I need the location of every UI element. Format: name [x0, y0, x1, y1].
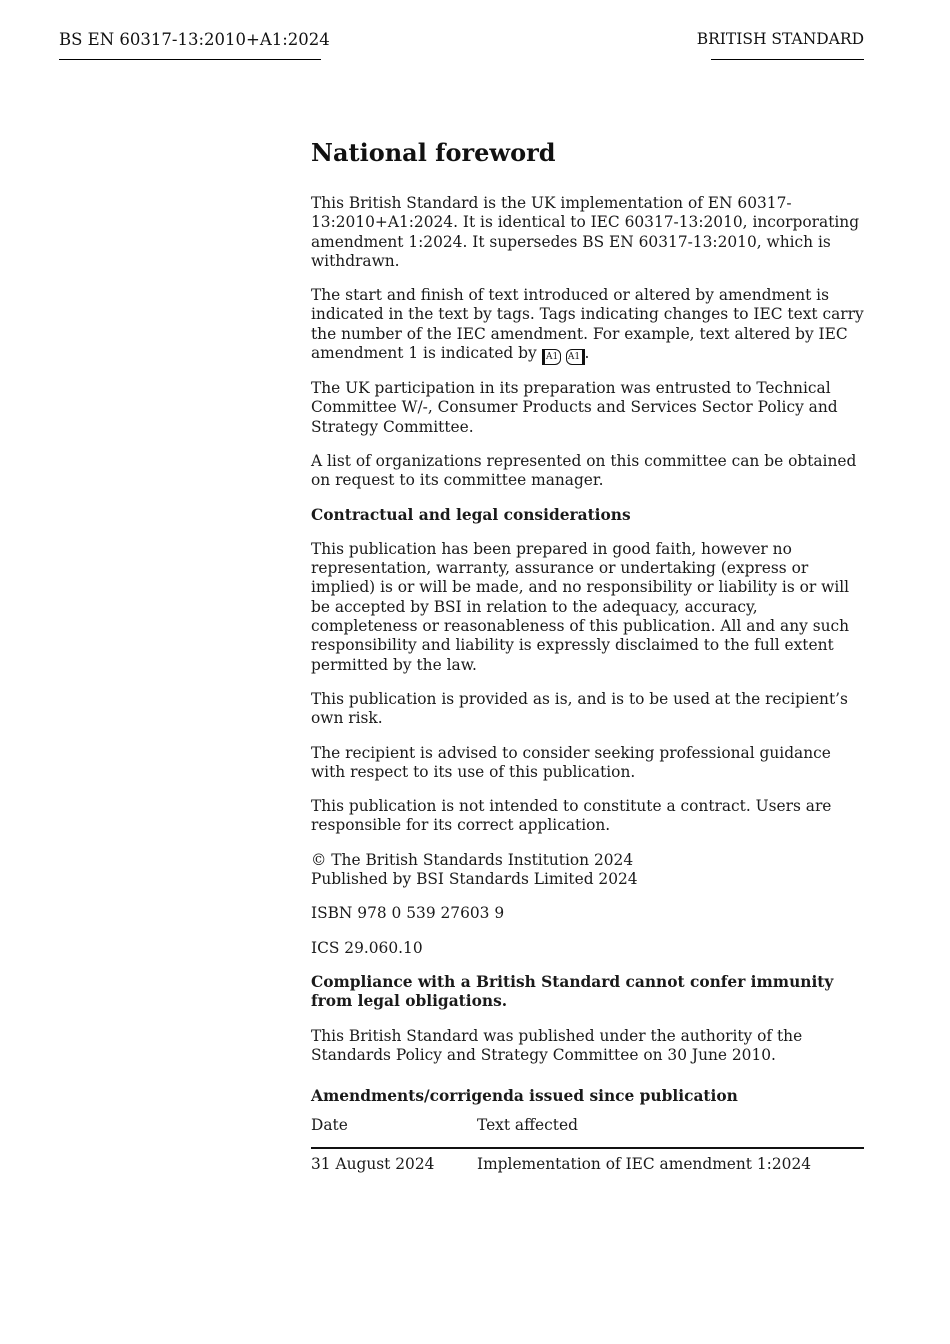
amendment-text-affected: Implementation of IEC amendment 1:2024	[477, 1154, 812, 1173]
amendment-tags-text: The start and finish of text introduced or altered by amendment is indicated in the text by tags. Tags indicating changes to IEC text carry the number of the IEC amendment. For example, text altered by IEC amendment 1 is indicated by	[311, 286, 864, 363]
publisher: Published by BSI Standards Limited 2024	[311, 870, 638, 889]
header-rule-right	[711, 59, 864, 60]
amendments-title: Amendments/corrigenda issued since publication	[311, 1087, 738, 1106]
paragraph-risk: This publication is provided as is, and is to be used at the recipient’s own risk.	[311, 689, 848, 728]
paragraph-authority: This British Standard was published under the authority of the Standards Policy and Strategy Committee on 30 June 2010.	[311, 1026, 803, 1064]
paragraph-good-faith: This publication has been prepared in good faith, however no representation, warranty, assurance or undertaking (express or implied) is or will be made, and no responsibility or liability is or will be accepted by BSI in relation to the adequacy, accuracy, completeness or reasonableness of this publication. All and any such responsibility and liability is expressly disclaimed to the full extent permitted by the law.	[311, 539, 850, 674]
amendment-open-tag-icon: A1	[542, 349, 561, 365]
legal-heading: Contractual and legal considerations	[311, 505, 631, 524]
table-header-row	[311, 1116, 864, 1147]
paragraph-participation: The UK participation in its preparation was entrusted to Technical Committee W/-, Consumer Products and Services Sector Policy and Strategy Committee.	[311, 379, 838, 436]
column-header-date: Date	[311, 1116, 477, 1147]
isbn: ISBN 978 0 539 27603 9	[311, 904, 505, 923]
ics: ICS 29.060.10	[311, 938, 423, 957]
amendment-close-tag-icon: A1	[566, 349, 585, 365]
compliance-notice: Compliance with a British Standard cannot confer immunity from legal obligations.	[311, 972, 834, 1011]
paragraph-contract: This publication is not intended to constitute a contract. Users are responsible for its correct application.	[311, 797, 832, 835]
paragraph-organizations: A list of organizations represented on this committee can be obtained on request to its committee manager.	[311, 451, 857, 490]
copyright-block	[311, 851, 866, 890]
header-rule-left	[59, 59, 321, 60]
paragraph-guidance: The recipient is advised to consider seeking professional guidance with respect to its use of this publication.	[311, 743, 831, 781]
document-type: BRITISH STANDARD	[696, 30, 864, 48]
column-header-text-affected: Text affected	[477, 1116, 864, 1147]
paragraph-implementation: This British Standard is the UK implementation of EN 60317-13:2010+A1:2024. It is identical to IEC 60317-13:2010, incorporating amendment 1:2024. It supersedes BS EN 60317-13:2010, which is withdrawn.	[311, 194, 860, 270]
copyright: © The British Standards Institution 2024	[311, 850, 634, 869]
amendments-table	[311, 1116, 864, 1174]
foreword-body	[311, 137, 866, 1174]
table-row	[311, 1148, 864, 1174]
period: .	[584, 344, 590, 363]
document-id: BS EN 60317-13:2010+A1:2024	[59, 30, 330, 49]
amendment-date: 31 August 2024	[311, 1154, 435, 1173]
page-title: National foreword	[311, 138, 556, 167]
paragraph-amendment-tags	[311, 286, 866, 364]
